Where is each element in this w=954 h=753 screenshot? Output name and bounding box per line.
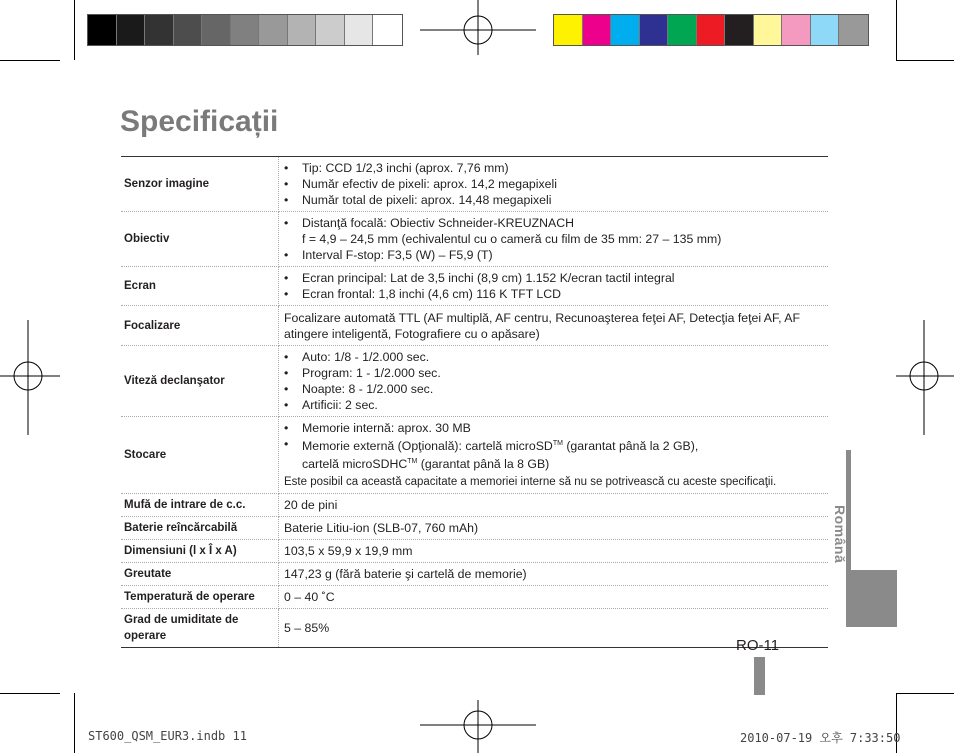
footer-file: ST600_QSM_EUR3.indb 11 bbox=[88, 729, 247, 743]
row-value: 147,23 g (fără baterie şi cartelă de memorie) bbox=[279, 563, 829, 586]
crop-mark bbox=[896, 693, 954, 694]
row-label: Stocare bbox=[121, 417, 279, 494]
table-row bbox=[121, 417, 828, 494]
registration-mark-icon bbox=[0, 320, 60, 435]
table-row bbox=[121, 267, 828, 306]
list-item: • Memorie internă: aprox. 30 MB bbox=[284, 420, 824, 436]
list-item: • Program: 1 - 1/2.000 sec. bbox=[284, 365, 824, 381]
list-item: • Noapte: 8 - 1/2.000 sec. bbox=[284, 381, 824, 397]
color-swatch bbox=[754, 15, 783, 45]
side-tab-block bbox=[846, 570, 897, 627]
color-swatch bbox=[640, 15, 669, 45]
footer-date: 2010-07-19 오후 7:33:50 bbox=[740, 731, 901, 745]
color-swatch bbox=[174, 15, 203, 45]
registration-mark-icon bbox=[420, 700, 540, 753]
color-swatch bbox=[231, 15, 260, 45]
table-row bbox=[121, 212, 828, 267]
color-swatch bbox=[288, 15, 317, 45]
table-row bbox=[121, 563, 828, 586]
list-item: • Interval F-stop: F3,5 (W) – F5,9 (T) bbox=[284, 247, 824, 263]
table-row bbox=[121, 494, 828, 517]
gray-calibration-bar bbox=[87, 14, 403, 46]
crop-mark bbox=[896, 60, 954, 61]
table-row bbox=[121, 609, 828, 648]
list-item: • Număr total de pixeli: aprox. 14,48 megapixeli bbox=[284, 192, 824, 208]
row-value bbox=[279, 157, 829, 212]
row-value: 103,5 x 59,9 x 19,9 mm bbox=[279, 540, 829, 563]
list-item: • Artificii: 2 sec. bbox=[284, 397, 824, 413]
table-row bbox=[121, 346, 828, 417]
color-swatch bbox=[668, 15, 697, 45]
crop-mark bbox=[0, 693, 60, 694]
page-number-bar bbox=[754, 657, 765, 695]
crop-mark bbox=[896, 0, 897, 60]
color-swatch bbox=[117, 15, 146, 45]
page-number: RO-11 bbox=[736, 637, 780, 654]
row-label: Baterie reîncărcabilă bbox=[121, 517, 279, 540]
color-swatch bbox=[839, 15, 868, 45]
page-title: Specificații bbox=[120, 105, 279, 138]
color-swatch bbox=[373, 15, 402, 45]
color-swatch bbox=[345, 15, 374, 45]
row-label: Dimensiuni (l x Î x A) bbox=[121, 540, 279, 563]
storage-note: Este posibil ca această capacitate a memoriei interne să nu se potrivească cu aceste specificaţii. bbox=[284, 476, 777, 489]
list-item: • Distanţă focală: Obiectiv Schneider-KREUZNACH f = 4,9 – 24,5 mm (echivalentul cu o cameră cu film de 35 mm: 27 – 135 mm) bbox=[284, 215, 824, 247]
table-row bbox=[121, 157, 828, 212]
row-value: 0 – 40 ˚C bbox=[279, 586, 829, 609]
table-row bbox=[121, 517, 828, 540]
row-label: Viteză declanşator bbox=[121, 346, 279, 417]
color-swatch bbox=[554, 15, 583, 45]
row-label: Temperatură de operare bbox=[121, 586, 279, 609]
row-label: Greutate bbox=[121, 563, 279, 586]
crop-mark bbox=[0, 60, 60, 61]
crop-mark bbox=[74, 0, 75, 60]
row-value: 20 de pini bbox=[279, 494, 829, 517]
list-item: • Tip: CCD 1/2,3 inchi (aprox. 7,76 mm) bbox=[284, 160, 824, 176]
list-item: • Ecran frontal: 1,8 inchi (4,6 cm) 116 K TFT LCD bbox=[284, 286, 824, 302]
list-item: • Memorie externă (Opţională): cartelă microSD™ (garantat până la 2 GB), cartelă microSDHC™ (garantat până la 8 GB) bbox=[284, 436, 824, 472]
color-swatch bbox=[316, 15, 345, 45]
row-label: Grad de umiditate de operare bbox=[121, 609, 279, 648]
row-value: 5 – 85% bbox=[284, 621, 330, 636]
color-swatch bbox=[811, 15, 840, 45]
row-label: Senzor imagine bbox=[121, 157, 279, 212]
list-item: • Ecran principal: Lat de 3,5 inchi (8,9 cm) 1.152 K/ecran tactil integral bbox=[284, 270, 824, 286]
table-row bbox=[121, 306, 828, 346]
list-item: • Auto: 1/8 - 1/2.000 sec. bbox=[284, 349, 824, 365]
list-item: • Număr efectiv de pixeli: aprox. 14,2 megapixeli bbox=[284, 176, 824, 192]
row-label: Obiectiv bbox=[121, 212, 279, 267]
registration-mark-icon bbox=[896, 320, 954, 435]
color-swatch bbox=[88, 15, 117, 45]
row-value bbox=[279, 267, 829, 306]
color-swatch bbox=[202, 15, 231, 45]
row-value bbox=[279, 417, 829, 494]
row-value: Focalizare automată TTL (AF multiplă, AF centru, Recunoaşterea feţei AF, Detecţia feţei AF, AF atingere inteligentă, Fotografiere cu o apăsare) bbox=[279, 306, 829, 346]
color-swatch bbox=[611, 15, 640, 45]
crop-mark bbox=[74, 693, 75, 753]
color-swatch bbox=[583, 15, 612, 45]
registration-mark-icon bbox=[420, 0, 540, 60]
color-swatch bbox=[259, 15, 288, 45]
color-swatch bbox=[697, 15, 726, 45]
language-tab-label: Română bbox=[832, 505, 848, 564]
row-value bbox=[279, 212, 829, 267]
row-label: Mufă de intrare de c.c. bbox=[121, 494, 279, 517]
color-swatch bbox=[782, 15, 811, 45]
row-value bbox=[279, 346, 829, 417]
row-value: Baterie Litiu-ion (SLB-07, 760 mAh) bbox=[279, 517, 829, 540]
table-row bbox=[121, 540, 828, 563]
row-label: Focalizare bbox=[121, 306, 279, 346]
color-swatch bbox=[145, 15, 174, 45]
spec-table bbox=[121, 156, 828, 648]
color-calibration-bar bbox=[553, 14, 869, 46]
row-label: Ecran bbox=[121, 267, 279, 306]
table-row bbox=[121, 586, 828, 609]
color-swatch bbox=[725, 15, 754, 45]
